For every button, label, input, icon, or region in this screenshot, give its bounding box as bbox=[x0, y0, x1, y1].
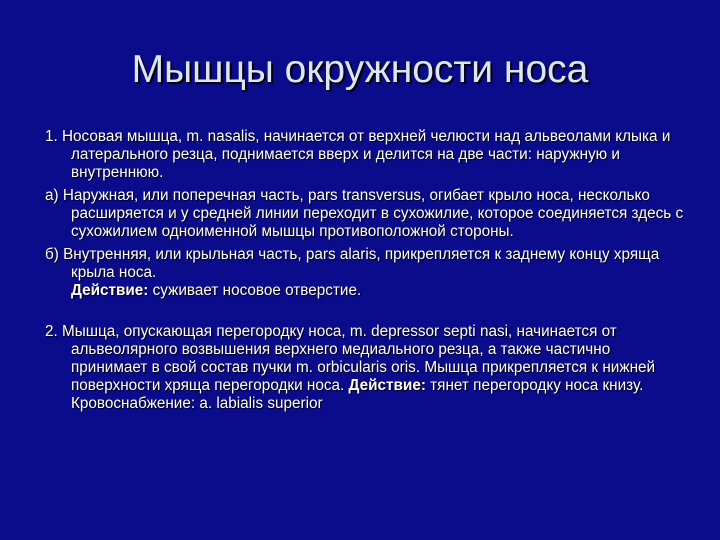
action-text: тянет перегородку носа книзу. Кровоснабжение: a. labialis superior bbox=[71, 377, 644, 412]
paragraph-nasalis: 1. Носовая мышца, m. nasalis, начинается от верхней челюсти над альвеолами клыка и латерального резца, поднимается вверх и делится на две части: наружную и внутреннюю. bbox=[45, 128, 671, 181]
pars-alaris-action bbox=[71, 282, 685, 300]
depressor-septi-text: 2. Мышца, опускающая перегородку носа, m. depressor septi nasi, начинается от альвеолярного возвышения верхнего медиального резца, а также частично принимает в свой состав пучки m. orbicularis oris. Мышца прикрепляется к нижней поверхности хряща перегородки носа. bbox=[45, 323, 656, 394]
paragraph-pars-alaris bbox=[45, 246, 685, 300]
paragraph-depressor-septi bbox=[45, 323, 685, 413]
action-text: суживает носовое отверстие. bbox=[148, 282, 362, 299]
slide-title: Мышцы окружности носа bbox=[131, 48, 589, 91]
action-label: Действие: bbox=[71, 282, 149, 299]
slide-body bbox=[45, 128, 685, 418]
paragraph-pars-transversus: а) Наружная, или поперечная часть, pars transversus, огибает крыло носа, несколько расширяется и у средней линии переходит в сухожилие, которое соединяется здесь с сухожилием одноименной мышцы противоположной стороны. bbox=[45, 187, 684, 240]
action-label: Действие: bbox=[348, 377, 426, 394]
pars-alaris-text: б) Внутренняя, или крыльная часть, pars alaris, прикрепляется к заднему концу хряща крыла носа. bbox=[45, 246, 660, 281]
